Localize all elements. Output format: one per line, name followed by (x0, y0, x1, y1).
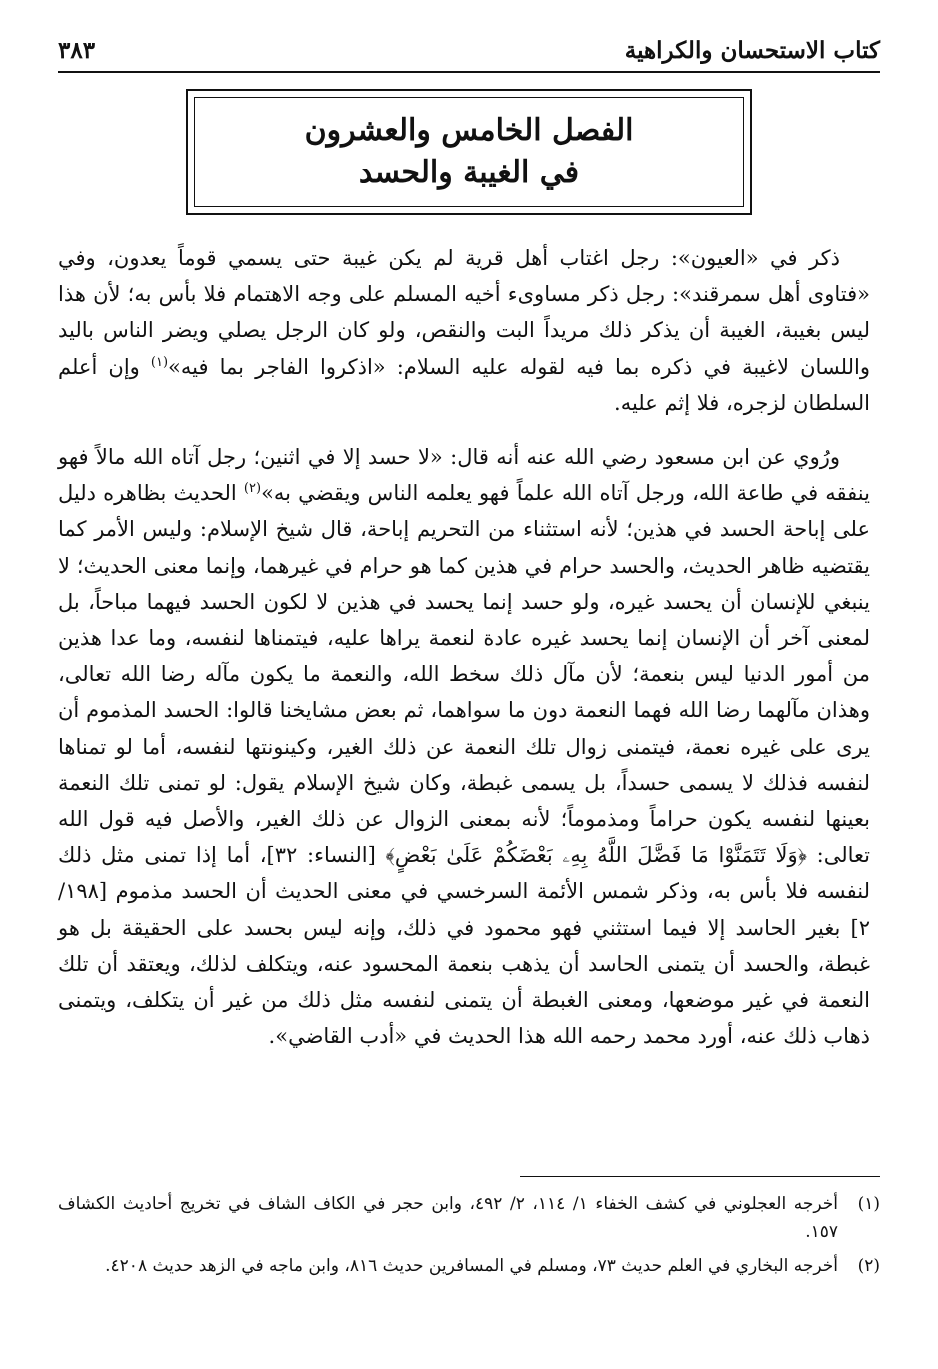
header-rule (58, 71, 880, 73)
paragraph-1-text: ذكر في «العيون»: رجل اغتاب أهل قرية لم يكن غيبة حتى يسمي قوماً يعدون، وفي «فتاوى أهل سمرقند»: رجل ذكر مساوىء أخيه المسلم على وجه الاهتمام فلا بأس به؛ لأن هذا ليس بغيبة، الغيبة أن يذكر ذلك مريداً البت والنقص، ولو كان الرجل يصلي ويضر الناس باليد واللسان لاغيبة في ذكره بما فيه لقوله عليه السلام: «اذكروا الفاجر بما فيه» (58, 246, 870, 379)
footnote-2 (58, 1252, 880, 1280)
footnote-ref-2: (٢) (243, 481, 262, 497)
footnote-text: أخرجه البخاري في العلم حديث ٧٣، ومسلم في المسافرين حديث ٨١٦، وابن ماجه في الزهد حديث ٤٢٠٨. (105, 1256, 838, 1276)
main-text (58, 240, 870, 1072)
chapter-subtitle: في الغيبة والحسد (358, 155, 580, 190)
paragraph-2-text: ورُوي عن ابن مسعود رضي الله عنه أنه قال: «لا حسد إلا في اثنين؛ رجل آتاه الله مالاً فهو ينفقه في طاعة الله، ورجل آتاه الله علماً فهو يعلمه الناس ويقضي به» (58, 445, 870, 506)
paragraph-2-text-cont: الحديث بظاهره دليل على إباحة الحسد في هذين؛ لأنه استثناء من التحريم إباحة، قال شيخ الإسلام: وليس الأمر كما يقتضيه ظاهر الحديث، والحسد حرام في هذين كما هو حرام في غيرهما، وإنما معنى الحديث؛ لا ينبغي للإنسان أن يحسد غيره، ولو حسد إنما يحسد في هذين لا لكون الحسد فيهما مباحاً، بل لمعنى آخر أن الإنسان إنما يحسد غيره عادة لنعمة يراها عليه، فيتمناها لنفسه، وما عدا هذين من أمور الدنيا ليس بنعمة؛ لأن مآل ذلك سخط الله، والنعمة ما يكون مآله رضا الله تعالى، وهذان مآلهما رضا الله فهما النعمة دون ما سواهما، ثم بعض مشايخنا قالوا: الحسد المذموم أن يرى على غيره نعمة، فيتمنى زوال تلك النعمة عن ذلك الغير، وكينونتها لنفسه، أما لو تمناها لنفسه فذلك لا يسمى حسداً، بل يسمى غبطة، وكان شيخ الإسلام يقول: لو تمنى تلك النعمة بعينها لنفسه يكون حراماً ومذموماً؛ لأنه بمعنى الزوال عن ذلك الغير، والأصل فيه قول الله تعالى: ﴿وَلَا تَتَمَنَّوْا مَا فَضَّلَ اللَّهُ بِهِۦ بَعْضَكُمْ عَلَىٰ بَعْضٍ﴾ [النساء: ٣٢]، أما إذا تمنى مثل ذلك لنفسه فلا بأس به، وذكر شمس الأئمة السرخسي في معنى الحديث أن الحسد مذموم [١٩٨/ ٢] بغير الحاسد إلا فيما استثني فهو محمود في ذلك، وإنه ليس بحسد على الحقيقة بل هو غبطة، والحسد أن يتمنى الحاسد أن يذهب بنعمة المحسود عنه، ويتكلف لذلك، ويعتقد أن تلك النعمة في غير موضعها، ومعنى الغبطة أن يتمنى لنفسه مثل ذلك من غير أن يتكلف، ويتمنى ذهاب ذلك عنه، أورد محمد رحمه الله هذا الحديث في «أدب القاضي». (58, 481, 870, 1049)
footnote-ref-1: (١) (150, 354, 169, 370)
chapter-heading-frame (186, 89, 752, 215)
running-header (58, 30, 880, 70)
paragraph-1-text-cont: وإن أعلم السلطان لزجره، فلا إثم عليه. (58, 354, 870, 415)
chapter-title: الفصل الخامس والعشرون (304, 113, 634, 148)
footnote-separator (520, 1176, 880, 1177)
paragraph-1 (58, 240, 870, 421)
paragraph-2 (58, 439, 870, 1054)
footnotes (58, 1190, 880, 1286)
book-title: كتاب الاستحسان والكراهية (624, 36, 880, 64)
page-number: ٣٨٣ (58, 36, 96, 64)
footnote-1 (58, 1190, 880, 1246)
footnote-number: (١) (857, 1194, 880, 1214)
chapter-heading-inner-frame (194, 97, 744, 207)
footnote-text: أخرجه العجلوني في كشف الخفاء ١/ ١١٤، ٢/ ٤٩٢، وابن حجر في الكاف الشاف في تخريج أحاديث الكشاف ١٥٧. (58, 1194, 838, 1242)
footnote-number: (٢) (857, 1256, 880, 1276)
